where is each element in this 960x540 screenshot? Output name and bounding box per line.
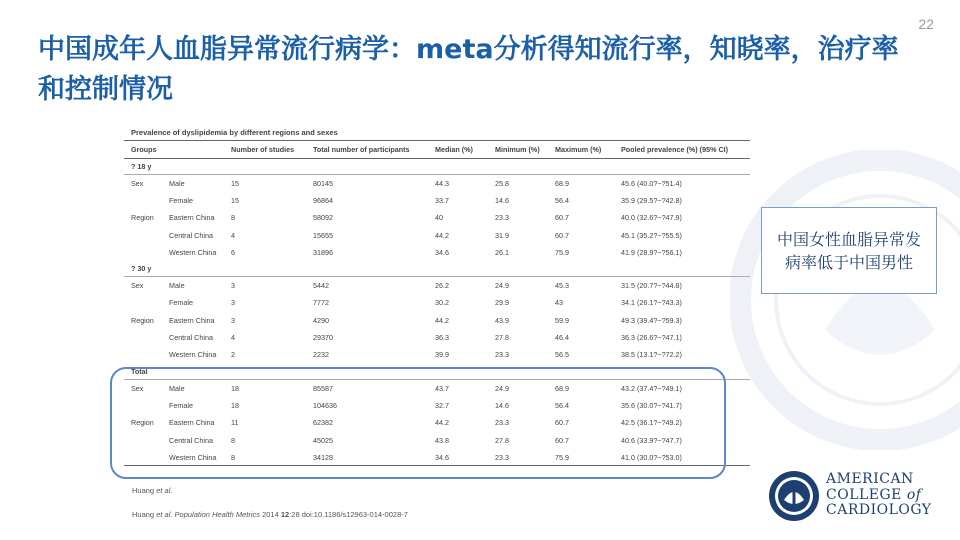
table-cell: 43.9: [495, 315, 509, 325]
table-cell: 29.9: [495, 298, 509, 308]
table-cell: 27.8: [495, 333, 509, 343]
table-header-cell: Minimum (%): [488, 141, 548, 159]
table-cell: 45025: [313, 435, 333, 445]
table-cell: [124, 192, 162, 209]
acc-logo-wordmark: [826, 472, 932, 519]
table-cell: 80145: [313, 178, 333, 188]
table-cell: 41.0 (30.0?~?53.0): [614, 449, 750, 466]
table-cell: 68.9: [555, 383, 569, 393]
table-row: [124, 294, 750, 311]
table-cell: 4290: [313, 315, 329, 325]
page-number: 22: [918, 16, 934, 32]
acc-logo-line2: [826, 488, 932, 504]
table-cell: 18: [231, 400, 239, 410]
table-cell: 35.9 (29.5?~?42.8): [621, 195, 682, 205]
table-cell: Western China: [162, 449, 224, 466]
table-cell: 43.7: [435, 383, 449, 393]
table-cell: Total: [124, 363, 162, 379]
table-cell: 62382: [313, 418, 333, 428]
table-cell: 11: [231, 418, 239, 428]
table-cell: 8: [224, 449, 306, 466]
table-row: [124, 192, 750, 209]
table-cell: 15: [231, 195, 239, 205]
table-cell: 15: [231, 178, 239, 188]
table-cell: 23.3: [488, 449, 548, 466]
table-cell: 23.3: [495, 418, 509, 428]
table-cell: 60.7: [555, 213, 569, 223]
table-cell: 15655: [313, 230, 333, 240]
table-cell: [124, 329, 162, 346]
table-row: [124, 277, 750, 294]
table-cell: [488, 159, 548, 175]
table-cell: 68.9: [555, 178, 569, 188]
citation-short-author: Huang: [132, 486, 157, 495]
total-rows-highlight: [110, 367, 726, 479]
table-cell: 27.8: [495, 435, 509, 445]
table-cell: 34.6: [435, 247, 449, 257]
table-cell: Eastern China: [169, 315, 215, 325]
table-cell: 18: [231, 383, 239, 393]
table-row: [124, 329, 750, 346]
table-cell: 14.6: [495, 400, 509, 410]
table-cell: 4: [231, 333, 235, 343]
citation-full-etal: et al.: [156, 510, 173, 519]
table-cell: 36.3 (26.6?~?47.1): [621, 333, 682, 343]
table-cell: 49.3 (39.4?~?59.3): [621, 315, 682, 325]
table-cell: [224, 261, 306, 277]
table-cell: 24.9: [495, 281, 509, 291]
table-cell: 5442: [313, 281, 329, 291]
table-cell: 38.5 (13.1?~?72.2): [621, 350, 682, 360]
table-cell: 29370: [313, 333, 333, 343]
table-cell: 14.6: [495, 195, 509, 205]
table-row: [124, 312, 750, 329]
acc-seal-watermark-icon: [730, 150, 960, 450]
table-header-cell: Pooled prevalence (%) (95% CI): [614, 141, 750, 159]
table-cell: 75.9: [548, 449, 614, 466]
table-header-cell: Maximum (%): [548, 141, 614, 159]
table-cell: 58092: [313, 213, 333, 223]
table-cell: 31.9: [495, 230, 509, 240]
table-cell: [306, 159, 428, 175]
citation-full: [132, 510, 408, 519]
table-cell: [224, 159, 306, 175]
table-cell: 3: [231, 281, 235, 291]
acc-logo-line1: AMERICAN: [826, 471, 914, 487]
table-cell: 34.1 (26.1?~?43.3): [621, 298, 682, 308]
table-cell: 96864: [313, 195, 333, 205]
table-cell: 45.6 (40.0?~?51.4): [621, 178, 682, 188]
table-cell: [614, 159, 750, 175]
table-cell: 34.6: [428, 449, 488, 466]
table-cell: 44.3: [435, 178, 449, 188]
table-cell: 24.9: [495, 383, 509, 393]
table-cell: 23.3: [495, 350, 509, 360]
table-header-row: [124, 141, 750, 159]
table-cell: 60.7: [555, 418, 569, 428]
table-cell: [428, 261, 488, 277]
callout-text: 中国女性血脂异常发病率低于中国男性: [776, 229, 921, 272]
table-cell: [124, 294, 162, 311]
citation-full-author: Huang: [132, 510, 157, 519]
acc-seal-logo-icon: [768, 470, 820, 522]
table-cell: Male: [169, 281, 185, 291]
table-cell: [306, 261, 428, 277]
table-header-cell: Total number of participants: [306, 141, 428, 159]
table-cell: Male: [169, 383, 185, 393]
table-cell: Sex: [131, 383, 144, 393]
table-cell: 40: [435, 213, 443, 223]
table-cell: Female: [169, 400, 193, 410]
table-cell: Western China: [169, 247, 217, 257]
table-cell: 104636: [313, 400, 337, 410]
table-cell: 31896: [313, 247, 333, 257]
table-row: [124, 175, 750, 192]
table-cell: 44.2: [435, 315, 449, 325]
table-cell: 40.6 (33.9?~?47.7): [621, 435, 682, 445]
table-cell: 85587: [313, 383, 333, 393]
table-cell: 2232: [313, 350, 329, 360]
table-cell: 56.4: [555, 195, 569, 205]
table-header-cell: Groups: [124, 141, 162, 159]
citation-full-journal: Population Health Metrics: [172, 510, 260, 519]
table-cell: Sex: [131, 178, 144, 188]
table-cell: 45.3: [555, 281, 569, 291]
table-cell: Female: [169, 298, 193, 308]
table-cell: Female: [169, 195, 193, 205]
table-cell: Central China: [169, 333, 213, 343]
citation-short: [132, 486, 172, 495]
table-header-cell: [162, 141, 224, 159]
table-cell: [548, 261, 614, 277]
table-header-cell: Median (%): [428, 141, 488, 159]
acc-logo-line3: CARDIOLOGY: [826, 502, 932, 518]
table-row: [124, 244, 750, 261]
table-row: [124, 226, 750, 243]
table-cell: 34128: [306, 449, 428, 466]
table-cell: [162, 261, 224, 277]
table-group-row: [124, 261, 750, 277]
table-cell: 46.4: [555, 333, 569, 343]
table-cell: 7772: [313, 298, 329, 308]
table-cell: Male: [169, 178, 185, 188]
table-cell: 44.2: [435, 230, 449, 240]
table-cell: Region: [131, 315, 154, 325]
table-cell: 35.6 (30.0?~?41.7): [621, 400, 682, 410]
table-cell: 23.3: [495, 213, 509, 223]
acc-logo-college: COLLEGE: [826, 486, 907, 503]
acc-logo-of: of: [906, 486, 922, 503]
table-cell: 8: [231, 213, 235, 223]
table-cell: 39.9: [435, 350, 449, 360]
table-group-row: [124, 159, 750, 175]
table-cell: 56.4: [555, 400, 569, 410]
table-cell: 30.2: [435, 298, 449, 308]
citation-short-etal: et al.: [156, 486, 173, 495]
table-cell: [614, 261, 750, 277]
citation-full-volume: 12: [280, 510, 290, 519]
slide-title: 中国成年人血脂异常流行病学：meta分析得知流行率，知晓率，治疗率和控制情况: [38, 34, 899, 105]
table-cell: 42.5 (36.1?~?49.2): [621, 418, 682, 428]
table-cell: 31.5 (20.7?~?44.8): [621, 281, 682, 291]
table-cell: 32.7: [435, 400, 449, 410]
table-cell: [124, 346, 162, 363]
table-cell: [488, 261, 548, 277]
table-cell: ? 18 y: [124, 159, 162, 175]
table-cell: [162, 159, 224, 175]
table-cell: 41.9 (28.9?~?56.1): [621, 247, 682, 257]
table-cell: Sex: [131, 281, 144, 291]
table-cell: 26.1: [495, 247, 509, 257]
table-cell: 2: [231, 350, 235, 360]
table-cell: 4: [231, 230, 235, 240]
table-cell: 43: [555, 298, 563, 308]
table-cell: 3: [231, 315, 235, 325]
table-cell: 8: [231, 435, 235, 445]
table-cell: 43.2 (37.4?~?49.1): [621, 383, 682, 393]
table-cell: 60.7: [555, 230, 569, 240]
table-cell: 26.2: [435, 281, 449, 291]
table-cell: 33.7: [435, 195, 449, 205]
table-cell: 75.9: [555, 247, 569, 257]
table-cell: 59.9: [555, 315, 569, 325]
table-cell: Region: [131, 213, 154, 223]
table-cell: 25.8: [495, 178, 509, 188]
citation-full-doi: :28 doi:10.1186/s12963-014-0028-7: [289, 510, 408, 519]
table-cell: 3: [231, 298, 235, 308]
table-cell: Central China: [169, 435, 213, 445]
table-cell: Eastern China: [169, 213, 215, 223]
table-cell: [124, 244, 162, 261]
table-row: [124, 209, 750, 226]
table-cell: 60.7: [555, 435, 569, 445]
table-cell: ? 30 y: [124, 261, 162, 277]
table-cell: 6: [231, 247, 235, 257]
table-cell: [124, 226, 162, 243]
table-cell: Western China: [169, 350, 217, 360]
table-caption: Prevalence of dyslipidemia by different regions and sexes: [131, 128, 338, 137]
table-cell: 56.5: [555, 350, 569, 360]
citation-full-year: 2014: [260, 510, 281, 519]
table-cell: Eastern China: [169, 418, 215, 428]
table-cell: [428, 159, 488, 175]
callout-box: [761, 207, 937, 294]
table-row: [124, 346, 750, 363]
table-cell: 43.8: [435, 435, 449, 445]
table-header-cell: Number of studies: [224, 141, 306, 159]
table-cell: Central China: [169, 230, 213, 240]
table-cell: 44.2: [435, 418, 449, 428]
table-cell: Region: [131, 418, 154, 428]
table-cell: 40.0 (32.6?~?47.9): [621, 213, 682, 223]
table-cell: 36.3: [435, 333, 449, 343]
table-cell: [548, 159, 614, 175]
table-cell: 45.1 (35.2?~?55.5): [621, 230, 682, 240]
